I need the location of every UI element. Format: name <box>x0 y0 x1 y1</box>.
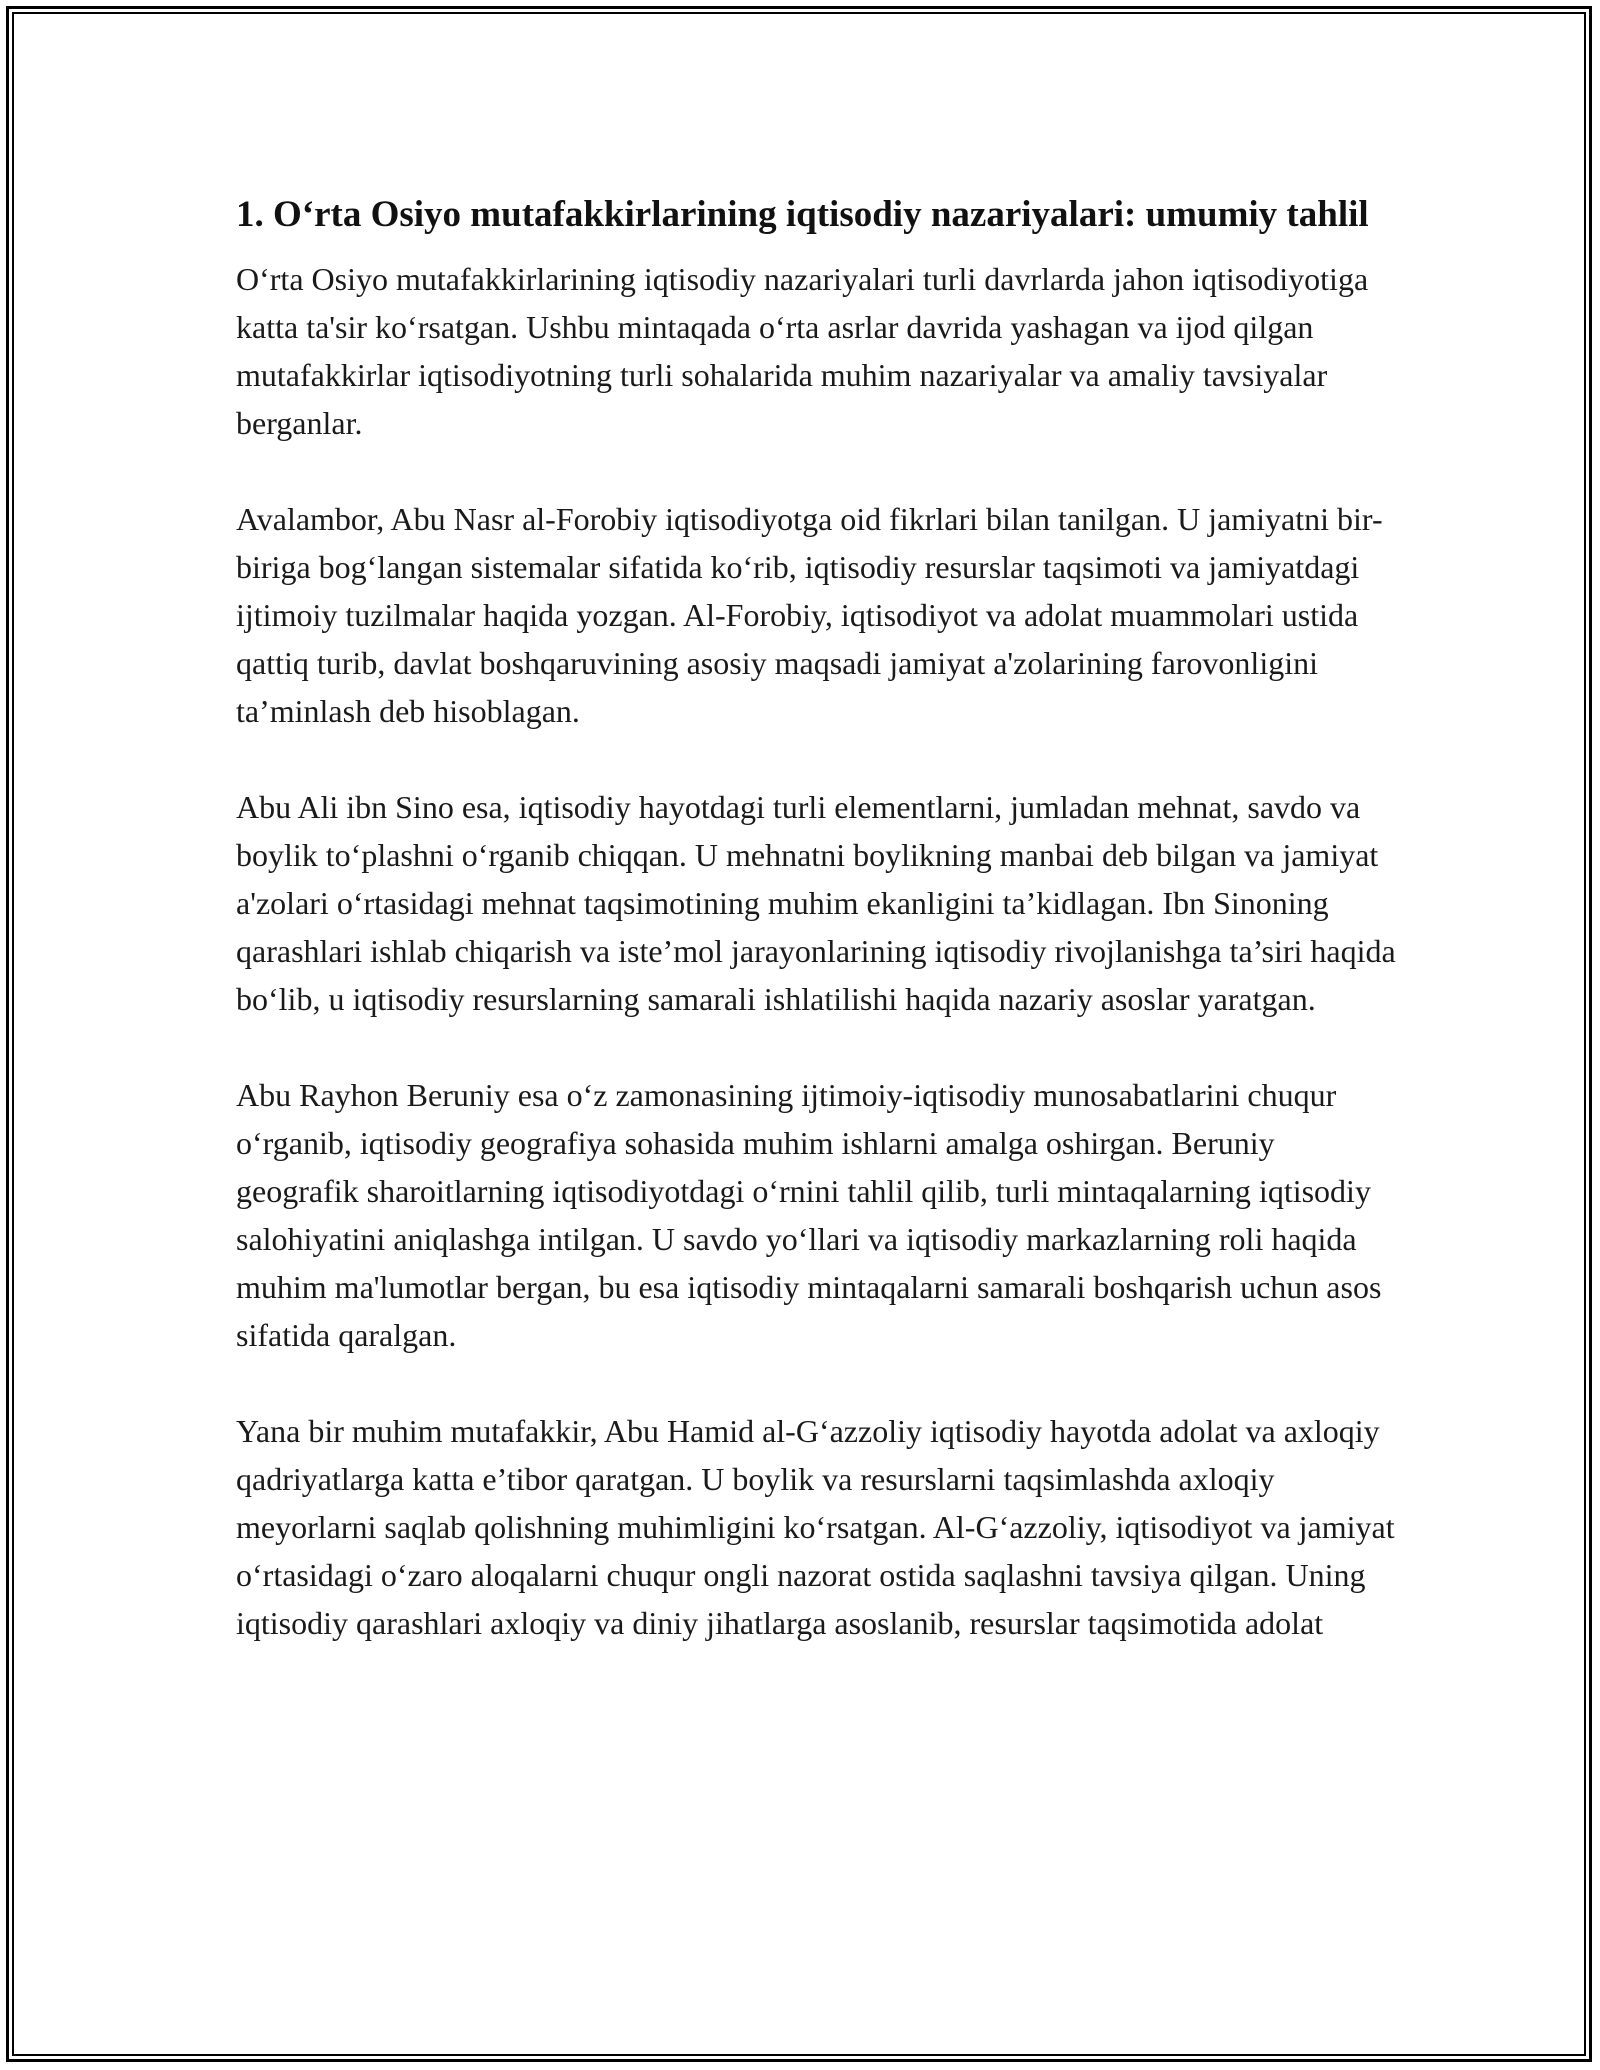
paragraph-beruniy: Abu Rayhon Beruniy esa o‘z zamonasining ijtimoiy-iqtisodiy munosabatlarini chuqur o‘rganib, iqtisodiy geografiya sohasida muhim ishlarni amalga oshirgan. Beruniy geografik sharoitlarning iqtisodiyotdagi o‘rnini tahlil qilib, turli mintaqalarning iqtisodiy salohiyatini aniqlashga intilgan. U savdo yo‘llari va iqtisodiy markazlarning roli haqida muhim ma'lumotlar bergan, bu esa iqtisodiy mintaqalarni samarali boshqarish uchun asos sifatida qaralgan. <box>236 1077 1382 1353</box>
paragraph-forobiy: Avalambor, Abu Nasr al-Forobiy iqtisodiyotga oid fikrlari bilan tanilgan. U jamiyatni bir-biriga bog‘langan sistemalar sifatida ko‘rib, iqtisodiy resurslar taqsimoti va jamiyatdagi ijtimoiy tuzilmalar haqida yozgan. Al-Forobiy, iqtisodiyot va adolat muammolari ustida qattiq turib, davlat boshqaruvining asosiy maqsadi jamiyat a'zolarining farovonligini ta’minlash deb hisoblagan. <box>236 501 1383 729</box>
section-title: 1. O‘rta Osiyo mutafakkirlarining iqtisodiy nazariyalari: umumiy tahlil <box>236 194 1369 235</box>
document-body <box>236 186 1396 1647</box>
paragraph-gazzoliy: Yana bir muhim mutafakkir, Abu Hamid al-G‘azzoliy iqtisodiy hayotda adolat va axloqiy qadriyatlarga katta e’tibor qaratgan. U boylik va resurslarni taqsimlashda axloqiy meyorlarni saqlab qolishning muhimligini ko‘rsatgan. Al-G‘azzoliy, iqtisodiyot va jamiyat o‘rtasidagi o‘zaro aloqalarni chuqur ongli nazorat ostida saqlashni tavsiya qilgan. Uning iqtisodiy qarashlari axloqiy va diniy jihatlarga asoslanib, resurslar taqsimotida adolat <box>236 1413 1395 1641</box>
paragraph-ibn-sino: Abu Ali ibn Sino esa, iqtisodiy hayotdagi turli elementlarni, jumladan mehnat, savdo va boylik to‘plashni o‘rganib chiqqan. U mehnatni boylikning manbai deb bilgan va jamiyat a'zolari o‘rtasidagi mehnat taqsimotining muhim ekanligini ta’kidlagan. Ibn Sinoning qarashlari ishlab chiqarish va iste’mol jarayonlarining iqtisodiy rivojlanishga ta’siri haqida bo‘lib, u iqtisodiy resurslarning samarali ishlatilishi haqida nazariy asoslar yaratgan. <box>236 789 1396 1017</box>
paragraph-intro: O‘rta Osiyo mutafakkirlarining iqtisodiy nazariyalari turli davrlarda jahon iqtisodiyotiga katta ta'sir ko‘rsatgan. Ushbu mintaqada o‘rta asrlar davrida yashagan va ijod qilgan mutafakkirlar iqtisodiyotning turli sohalarida muhim nazariyalar va amaliy tavsiyalar berganlar. <box>236 261 1369 441</box>
